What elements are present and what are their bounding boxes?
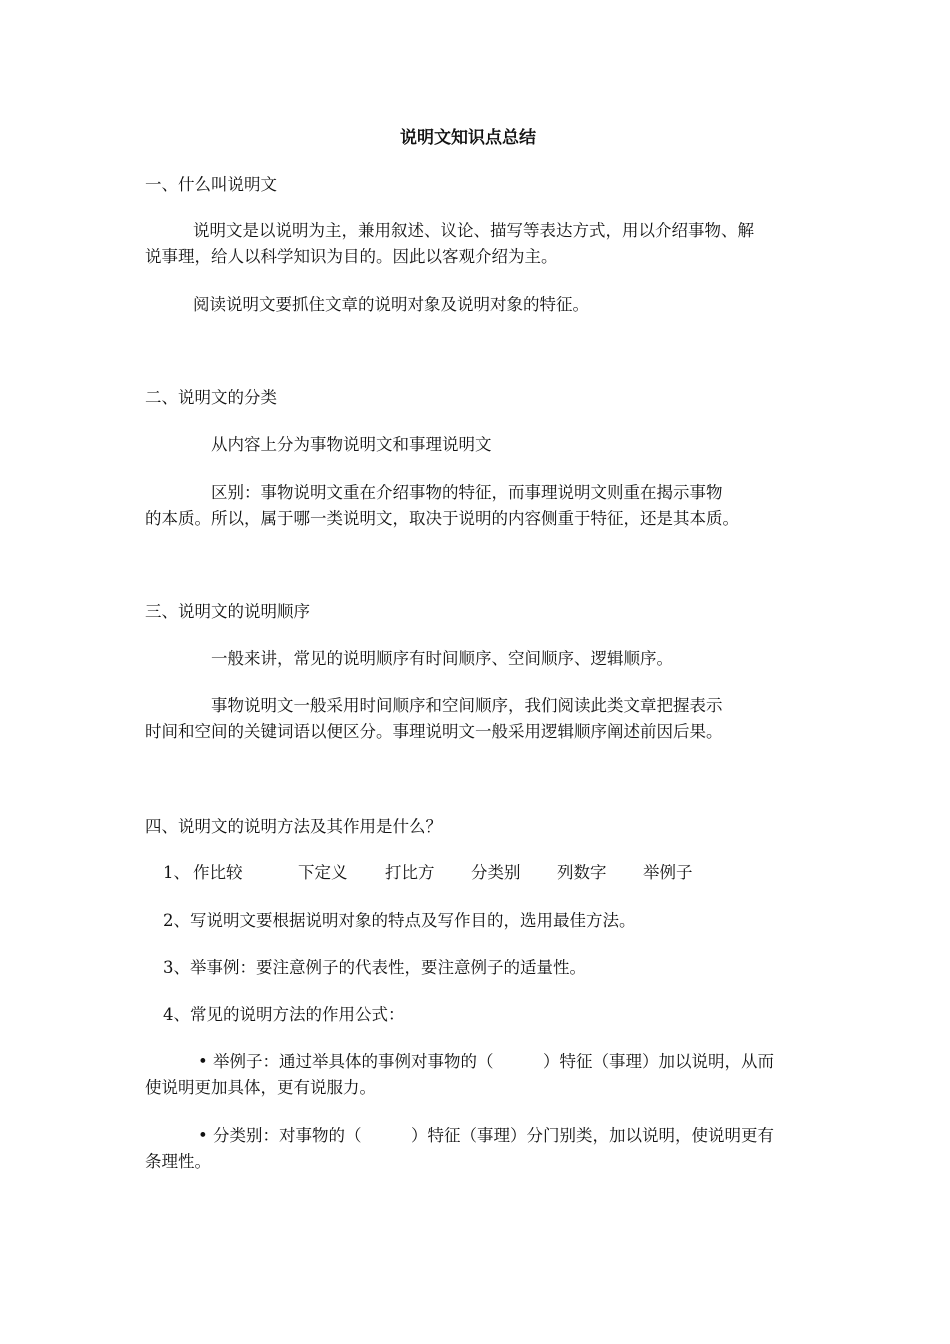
section-1-para-2: 阅读说明文要抓住文章的说明对象及说明对象的特征。 <box>193 295 589 314</box>
section-3-para-2-line-2: 时间和空间的关键词语以便区分。事理说明文一般采用逻辑顺序阐述前因后果。 <box>145 722 723 741</box>
section-4-heading: 四、说明文的说明方法及其作用是什么？ <box>145 817 442 836</box>
item-2: 2、写说明文要根据说明对象的特点及写作目的，选用最佳方法。 <box>163 911 636 930</box>
bullet-2-line-2: 条理性。 <box>145 1152 211 1171</box>
section-1-para-1-line-2: 说事理，给人以科学知识为目的。因此以客观介绍为主。 <box>145 247 558 266</box>
method-examples: 举例子 <box>643 863 693 882</box>
bullet-1-line-1: • 举例子：通过举具体的事例对事物的（ ）特征（事理）加以说明，从而 <box>198 1052 774 1071</box>
item-4: 4、常见的说明方法的作用公式： <box>163 1005 405 1024</box>
section-1-heading: 一、什么叫说明文 <box>145 175 277 194</box>
document-title: 说明文知识点总结 <box>400 128 536 148</box>
section-2-heading: 二、说明文的分类 <box>145 388 277 407</box>
section-2-para-1: 从内容上分为事物说明文和事理说明文 <box>211 435 492 454</box>
method-analogy: 打比方 <box>385 863 435 882</box>
section-1-para-1-line-1: 说明文是以说明为主，兼用叙述、议论、描写等表达方式，用以介绍事物、解 <box>193 221 754 240</box>
section-3-para-2-line-1: 事物说明文一般采用时间顺序和空间顺序，我们阅读此类文章把握表示 <box>211 696 723 715</box>
method-numbers: 列数字 <box>557 863 607 882</box>
method-define: 下定义 <box>298 863 348 882</box>
section-2-para-2-line-2: 的本质。所以，属于哪一类说明文，取决于说明的内容侧重于特征，还是其本质。 <box>145 509 739 528</box>
section-3-heading: 三、说明文的说明顺序 <box>145 602 310 621</box>
method-compare: 作比较 <box>193 863 243 882</box>
section-3-para-1: 一般来讲，常见的说明顺序有时间顺序、空间顺序、逻辑顺序。 <box>211 649 673 668</box>
method-classify: 分类别 <box>471 863 521 882</box>
bullet-2-line-1: • 分类别：对事物的（ ）特征（事理）分门别类，加以说明，使说明更有 <box>198 1126 774 1145</box>
item-3: 3、举事例：要注意例子的代表性，要注意例子的适量性。 <box>163 958 586 977</box>
item-1-number: 1、 <box>163 863 190 882</box>
section-2-para-2-line-1: 区别：事物说明文重在介绍事物的特征，而事理说明文则重在揭示事物 <box>211 483 723 502</box>
methods-list <box>163 861 723 885</box>
bullet-1-line-2: 使说明更加具体，更有说服力。 <box>145 1078 376 1097</box>
